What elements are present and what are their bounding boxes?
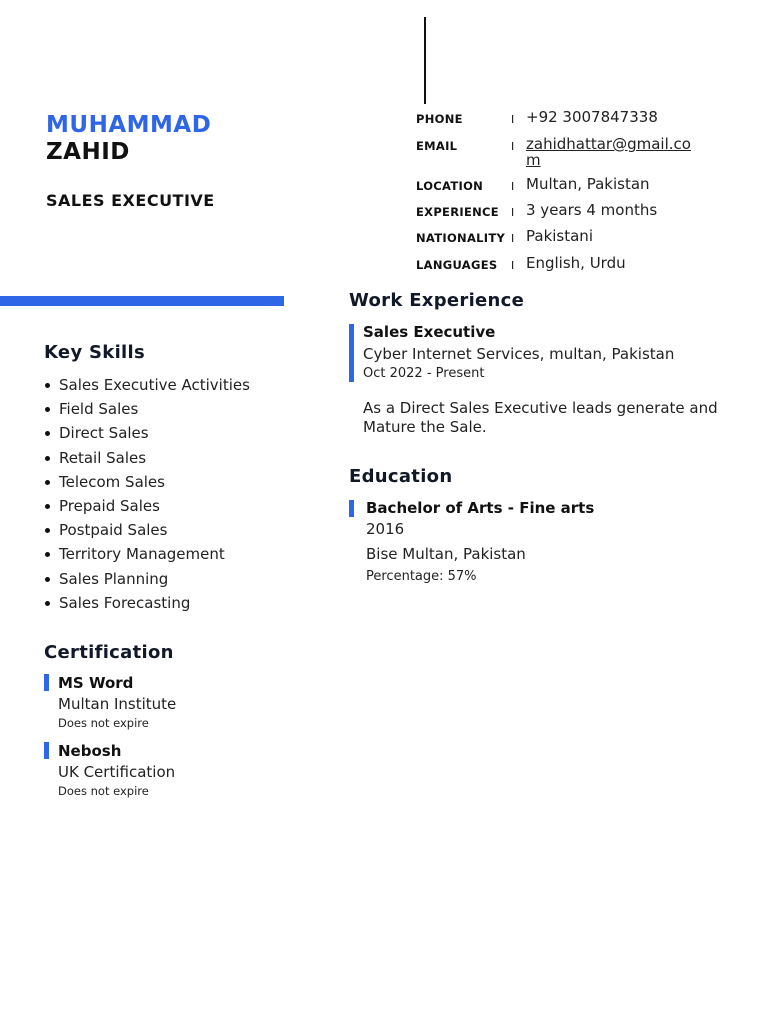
certification-name: MS Word [58,674,134,692]
item-marker [349,500,354,517]
certification-heading: Certification [44,642,174,663]
education-school: Bise Multan, Pakistan [366,545,526,563]
skill-item: Postpaid Sales [44,521,250,545]
education-percentage: Percentage: 57% [366,569,477,584]
skills-heading: Key Skills [44,342,145,363]
skill-item: Retail Sales [44,449,250,473]
skill-item: Sales Forecasting [44,594,250,618]
nationality-value: Pakistani [526,227,593,245]
work-job-title: Sales Executive [363,323,496,341]
separator: I [511,259,515,272]
email-link[interactable]: zahidhattar@gmail.com [526,135,691,169]
certification-org: UK Certification [58,763,176,781]
contact-row-nationality [416,228,716,252]
last-name: ZAHID [46,139,130,165]
contact-row-phone [416,109,716,133]
contact-row-email [416,136,716,172]
skill-item: Direct Sales [44,424,250,448]
location-label: LOCATION [416,179,484,193]
education-year: 2016 [366,520,405,538]
nationality-label: NATIONALITY [416,231,506,245]
separator: I [511,140,515,153]
contact-row-location [416,176,716,200]
accent-bar [0,296,284,306]
contact-row-experience [416,202,716,226]
work-experience-heading: Work Experience [349,290,525,311]
skill-item: Telecom Sales [44,473,250,497]
certification-name: Nebosh [58,742,122,760]
phone-label: PHONE [416,112,463,126]
phone-value: +92 3007847338 [526,108,658,126]
email-label: EMAIL [416,139,458,153]
item-marker [44,674,49,691]
location-value: Multan, Pakistan [526,175,650,193]
separator: I [511,113,515,126]
languages-label: LANGUAGES [416,258,498,272]
skill-item: Sales Executive Activities [44,376,250,400]
certification-expiry: Does not expire [58,716,149,730]
skill-item: Territory Management [44,545,250,569]
work-company: Cyber Internet Services, multan, Pakistan [363,345,675,363]
header-divider-line [424,17,426,104]
item-marker [44,742,49,759]
certification-org: Multan Institute [58,695,177,713]
job-title: SALES EXECUTIVE [46,191,215,210]
first-name: MUHAMMAD [46,112,212,138]
certification-expiry: Does not expire [58,784,149,798]
experience-label: EXPERIENCE [416,205,499,219]
education-heading: Education [349,466,453,487]
item-marker [349,324,354,382]
email-value [526,136,702,168]
work-dates: Oct 2022 - Present [363,366,485,381]
work-description: As a Direct Sales Executive leads generate and Mature the Sale. [363,399,718,436]
skill-item: Prepaid Sales [44,497,250,521]
education-degree: Bachelor of Arts - Fine arts [366,499,595,517]
separator: I [511,232,515,245]
separator: I [511,180,515,193]
skill-item: Field Sales [44,400,250,424]
languages-value: English, Urdu [526,254,626,272]
separator: I [511,206,515,219]
skill-item: Sales Planning [44,570,250,594]
contact-row-languages [416,255,716,279]
skills-list [44,376,250,618]
experience-value: 3 years 4 months [526,201,658,219]
